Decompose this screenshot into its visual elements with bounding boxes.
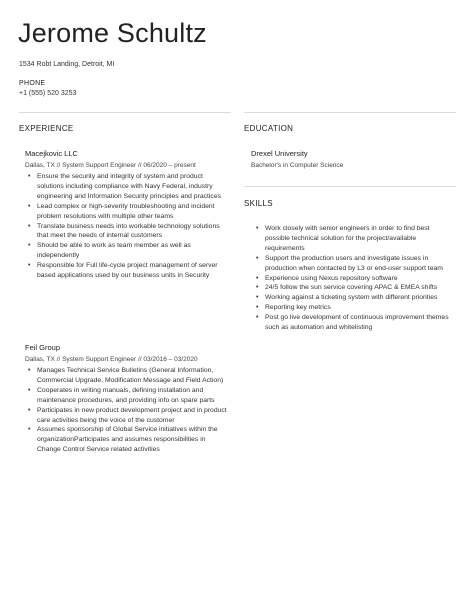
job-bullets <box>25 172 230 281</box>
job-meta: Dallas, TX // System Support Engineer // 06/2020 – present <box>25 162 196 169</box>
job-bullet: • Lead complex or high-severity troubleshooting and incident problem resolutions with multiple other teams <box>25 202 230 222</box>
job-bullet: • Assumes sponsorship of Global Service initiatives within the organizationParticipates and assumes responsibilities in Change Control Service related activities <box>25 425 230 455</box>
address: 1534 Robt Landing, Detroit, MI <box>19 61 115 68</box>
skill-item: • Reporting key metrics <box>253 303 453 313</box>
phone-number: +1 (555) 520 3253 <box>19 90 77 97</box>
phone-label: PHONE <box>19 80 46 87</box>
job-company: Macejkovic LLC <box>25 149 78 158</box>
skill-item: • Work closely with senior engineers in order to find best possible technical solution for the project/available requirements <box>253 224 453 254</box>
job-bullet: • Should be able to work as team member as well as independently <box>25 241 230 261</box>
skill-item: • Experience using Nexus repository software <box>253 274 453 284</box>
skills-list <box>253 224 453 333</box>
job-bullets <box>25 366 230 455</box>
job-bullet: • Cooperates in writing manuals, defining installation and maintenance procedures, and providing info on spare parts <box>25 386 230 406</box>
experience-divider-top <box>19 112 231 113</box>
job-bullet: • Manages Technical Service Bulletins (General Information, Commercial Upgrade, Modification Message and Field Action) <box>25 366 230 386</box>
job-bullet: • Translate business needs into workable technology solutions that meet the needs of internal customers <box>25 222 230 242</box>
experience-heading: EXPERIENCE <box>19 124 74 133</box>
candidate-name: Jerome Schultz <box>18 18 207 48</box>
degree: Bachelor's in Computer Science <box>251 162 344 169</box>
skill-item: • Support the production users and investigate issues in production when contacted by L3 or end-user support team <box>253 254 453 274</box>
skill-item: • 24/5 follow the sun service covering APAC & EMEA shifts <box>253 283 453 293</box>
skill-item: • Working against a ticketing system with different priorities <box>253 293 453 303</box>
job-company: Feil Group <box>25 343 61 352</box>
skills-bullets <box>253 224 453 333</box>
job-entry-2 <box>25 343 230 455</box>
job-bullet: • Ensure the security and integrity of system and product solutions including compliance with Navy Federal, industry engineering and Information Security principles and practices <box>25 172 230 202</box>
education-entry <box>251 149 451 172</box>
education-divider-top <box>244 112 456 113</box>
job-meta: Dallas, TX // System Support Engineer // 03/2016 – 03/2020 <box>25 356 198 363</box>
skills-heading: SKILLS <box>244 199 273 208</box>
school-name: Drexel University <box>251 149 308 158</box>
job-bullet: • Participates in new product development project and in product care activities being the voice of the customer <box>25 406 230 426</box>
skills-divider-top <box>244 186 456 187</box>
job-bullet: • Responsible for Full life-cycle project management of server based applications used by our business units in Security <box>25 261 230 281</box>
skill-item: • Post go live development of continuous improvement themes such as automation and whitelisting <box>253 313 453 333</box>
job-entry-1 <box>25 149 230 281</box>
education-heading: EDUCATION <box>244 124 294 133</box>
